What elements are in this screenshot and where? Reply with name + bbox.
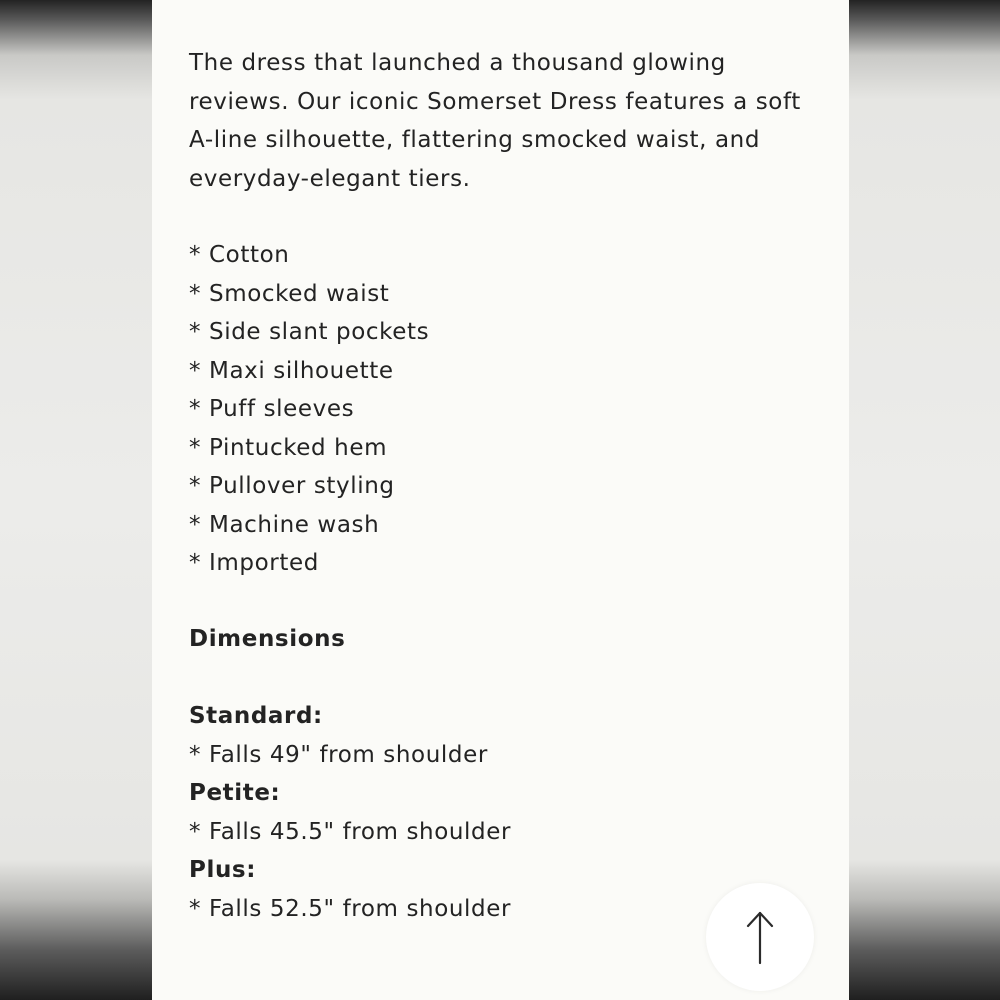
feature-item: * Pullover styling: [189, 467, 819, 506]
right-background: [849, 0, 1000, 1000]
feature-item: * Pintucked hem: [189, 429, 819, 468]
feature-item: * Puff sleeves: [189, 390, 819, 429]
size-label-petite: Petite:: [189, 780, 281, 806]
product-description-panel: [152, 0, 849, 1000]
size-value-standard: * Falls 49" from shoulder: [189, 736, 819, 775]
size-value-petite: * Falls 45.5" from shoulder: [189, 813, 819, 852]
size-value-plus: * Falls 52.5" from shoulder: [189, 890, 819, 929]
feature-item: * Machine wash: [189, 506, 819, 545]
feature-item: * Smocked waist: [189, 275, 819, 314]
dimensions-heading: Dimensions: [189, 625, 346, 652]
feature-item: * Side slant pockets: [189, 313, 819, 352]
left-background: [0, 0, 152, 1000]
scroll-to-top-button[interactable]: [706, 883, 814, 991]
arrow-up-icon: [706, 883, 814, 991]
size-label-plus: Plus:: [189, 857, 257, 883]
product-description: The dress that launched a thousand glowing reviews. Our iconic Somerset Dress features a soft A-line silhouette, flattering smocked waist, and everyday-elegant tiers.: [189, 50, 801, 192]
feature-list: [189, 236, 819, 583]
feature-item: * Cotton: [189, 236, 819, 275]
size-label-standard: Standard:: [189, 703, 323, 729]
feature-item: * Imported: [189, 544, 819, 583]
feature-item: * Maxi silhouette: [189, 352, 819, 391]
